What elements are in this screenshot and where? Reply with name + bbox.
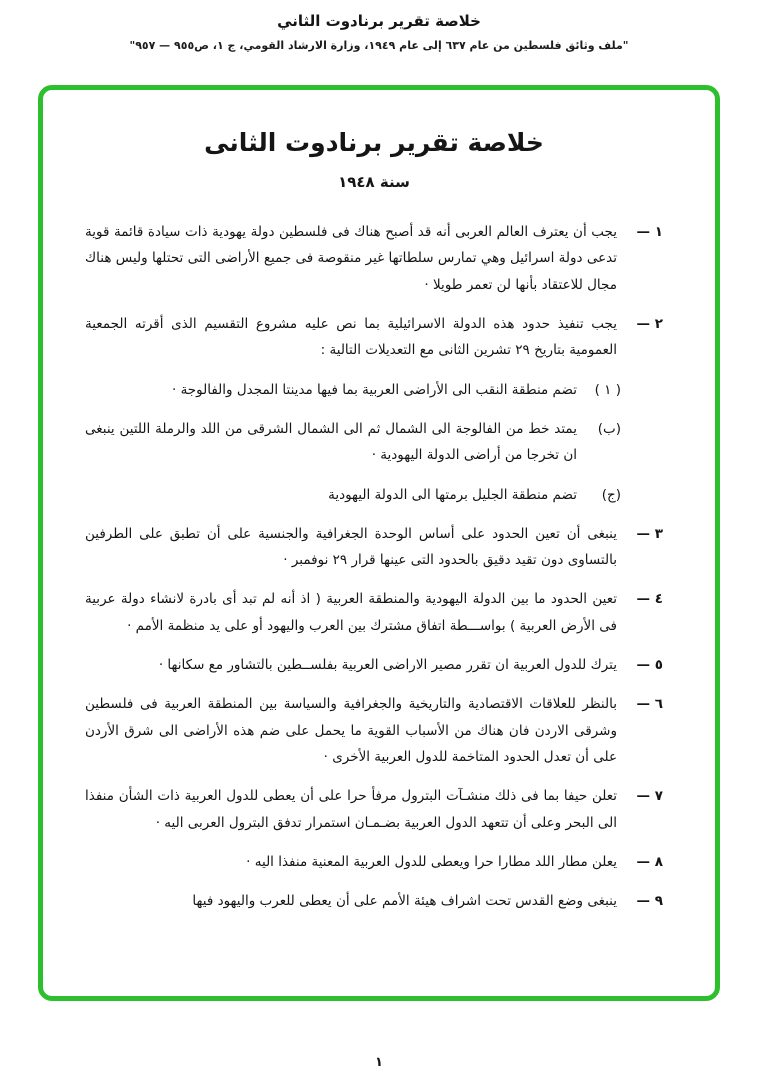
list-item	[85, 783, 663, 836]
item-text: يترك للدول العربية ان تقرر مصير الاراضى العربية بفلســطين بالتشاور مع سكانها ·	[158, 657, 617, 674]
page-number: ١	[375, 1055, 383, 1070]
document-year: سنة ١٩٤٨	[338, 173, 410, 191]
item-text: بالنظر للعلاقات الاقتصادية والتاريخية والجغرافية والسياسة بين المنطقة العربية فى فلسطين وشرقى الاردن فان هناك من الأسباب القوية ما يحمل على ضم هذه الأراضى الى شرق الأردن على أن تعدل الحدود المتاخمة للدول العربية الأخرى ·	[85, 696, 617, 765]
document-title: خلاصة تقرير برنادوت الثانى	[204, 128, 544, 157]
item-number: ١ —	[636, 224, 663, 240]
item-number: ٥ —	[636, 657, 663, 674]
scanned-document-frame	[38, 85, 720, 1001]
item-text: يجب أن يعترف العالم العربى أنه قد أصبح هناك فى فلسطين دولة يهودية ذات سيادة قائمة قوية تدعى دولة اسرائيل وهي تمارس سلطاتها غير منقوصة فى جميع الأراضى التى تحتلها وليس هناك مجال للاعتقاد بأنها لن تعمر طويلا ·	[85, 224, 617, 293]
item-text: تعلن حيفا بما فى ذلك منشـآت البترول مرفأ حرا على أن يعطى للدول العربية ذات الشأن منفذا الى البحر وعلى أن تتعهد الدول العربية بضـمـان استمرار تدفق البترول العربى اليه ·	[85, 788, 617, 831]
list-item	[85, 849, 663, 875]
item-number: ٦ —	[636, 696, 663, 713]
list-subitem	[85, 482, 621, 508]
item-number: ٧ —	[636, 788, 663, 805]
item-number: (ج)	[601, 486, 621, 503]
page-title: خلاصة تقرير برنادوت الثاني	[277, 12, 481, 30]
list-item	[85, 311, 663, 364]
list-item	[85, 521, 663, 574]
list-subitem	[85, 416, 621, 469]
source-citation: "ملف وثائق فلسطين من عام ٦٣٧ إلى عام ١٩٤٩، وزارة الارشاد القومي، ج ١، ص٩٥٥ — ٩٥٧"	[129, 39, 629, 52]
item-text: تضم منطقة النقب الى الأراضى العربية بما فيها مدينتا المجدل والفالوجة ·	[171, 381, 577, 398]
item-number: ٣ —	[636, 525, 663, 542]
item-text: يعلن مطار اللد مطارا حرا ويعطى للدول العربية المعنية منفذا اليه ·	[246, 853, 617, 870]
item-text: يمتد خط من الفالوجة الى الشمال ثم الى الشمال الشرقى من اللد والرملة اللتين ينبغى ان تخرجا من أراضى الدولة اليهودية ·	[85, 420, 577, 464]
item-text: تضم منطقة الجليل برمتها الى الدولة اليهودية	[328, 486, 577, 503]
list-item	[85, 586, 663, 639]
item-number: ٤ —	[636, 591, 663, 608]
item-number: ٨ —	[636, 853, 663, 870]
item-text: ينبغى أن تعين الحدود على أساس الوحدة الجغرافية والجنسية على أن تطبق على الطرفين بالتساوى دون تقيد دقيق بالحدود التى عينها قرار ٢٩ نوفمبر ·	[85, 525, 617, 569]
page-header	[0, 0, 758, 52]
item-text: تعين الحدود ما بين الدولة اليهودية والمنطقة العربية ( اذ أنه لم تبد أى بادرة لانشاء دولة عربية فى الأرض العربية ) بواســـطة اتفاق مشترك بين العرب واليهود أو على يد منظمة الأمم ·	[85, 591, 617, 634]
list-item	[85, 219, 663, 298]
item-number: (ب)	[597, 420, 621, 437]
list-item	[85, 691, 663, 770]
item-text: يجب تنفيذ حدود هذه الدولة الاسرائيلية بما نص عليه مشروع التقسيم الذى أقرته الجمعية العمومية بتاريخ ٢٩ تشرين الثانى مع التعديلات التالية :	[85, 315, 617, 359]
item-text: ينبغى وضع القدس تحت اشراف هيئة الأمم على أن يعطى للعرب واليهود فيها	[192, 893, 617, 910]
document-body	[85, 219, 663, 915]
list-item	[85, 888, 663, 914]
item-number: ٢ —	[636, 315, 663, 332]
list-subitem	[85, 377, 621, 403]
item-number: ٩ —	[636, 893, 663, 910]
list-item	[85, 652, 663, 678]
item-number: ( ١ )	[594, 381, 621, 398]
